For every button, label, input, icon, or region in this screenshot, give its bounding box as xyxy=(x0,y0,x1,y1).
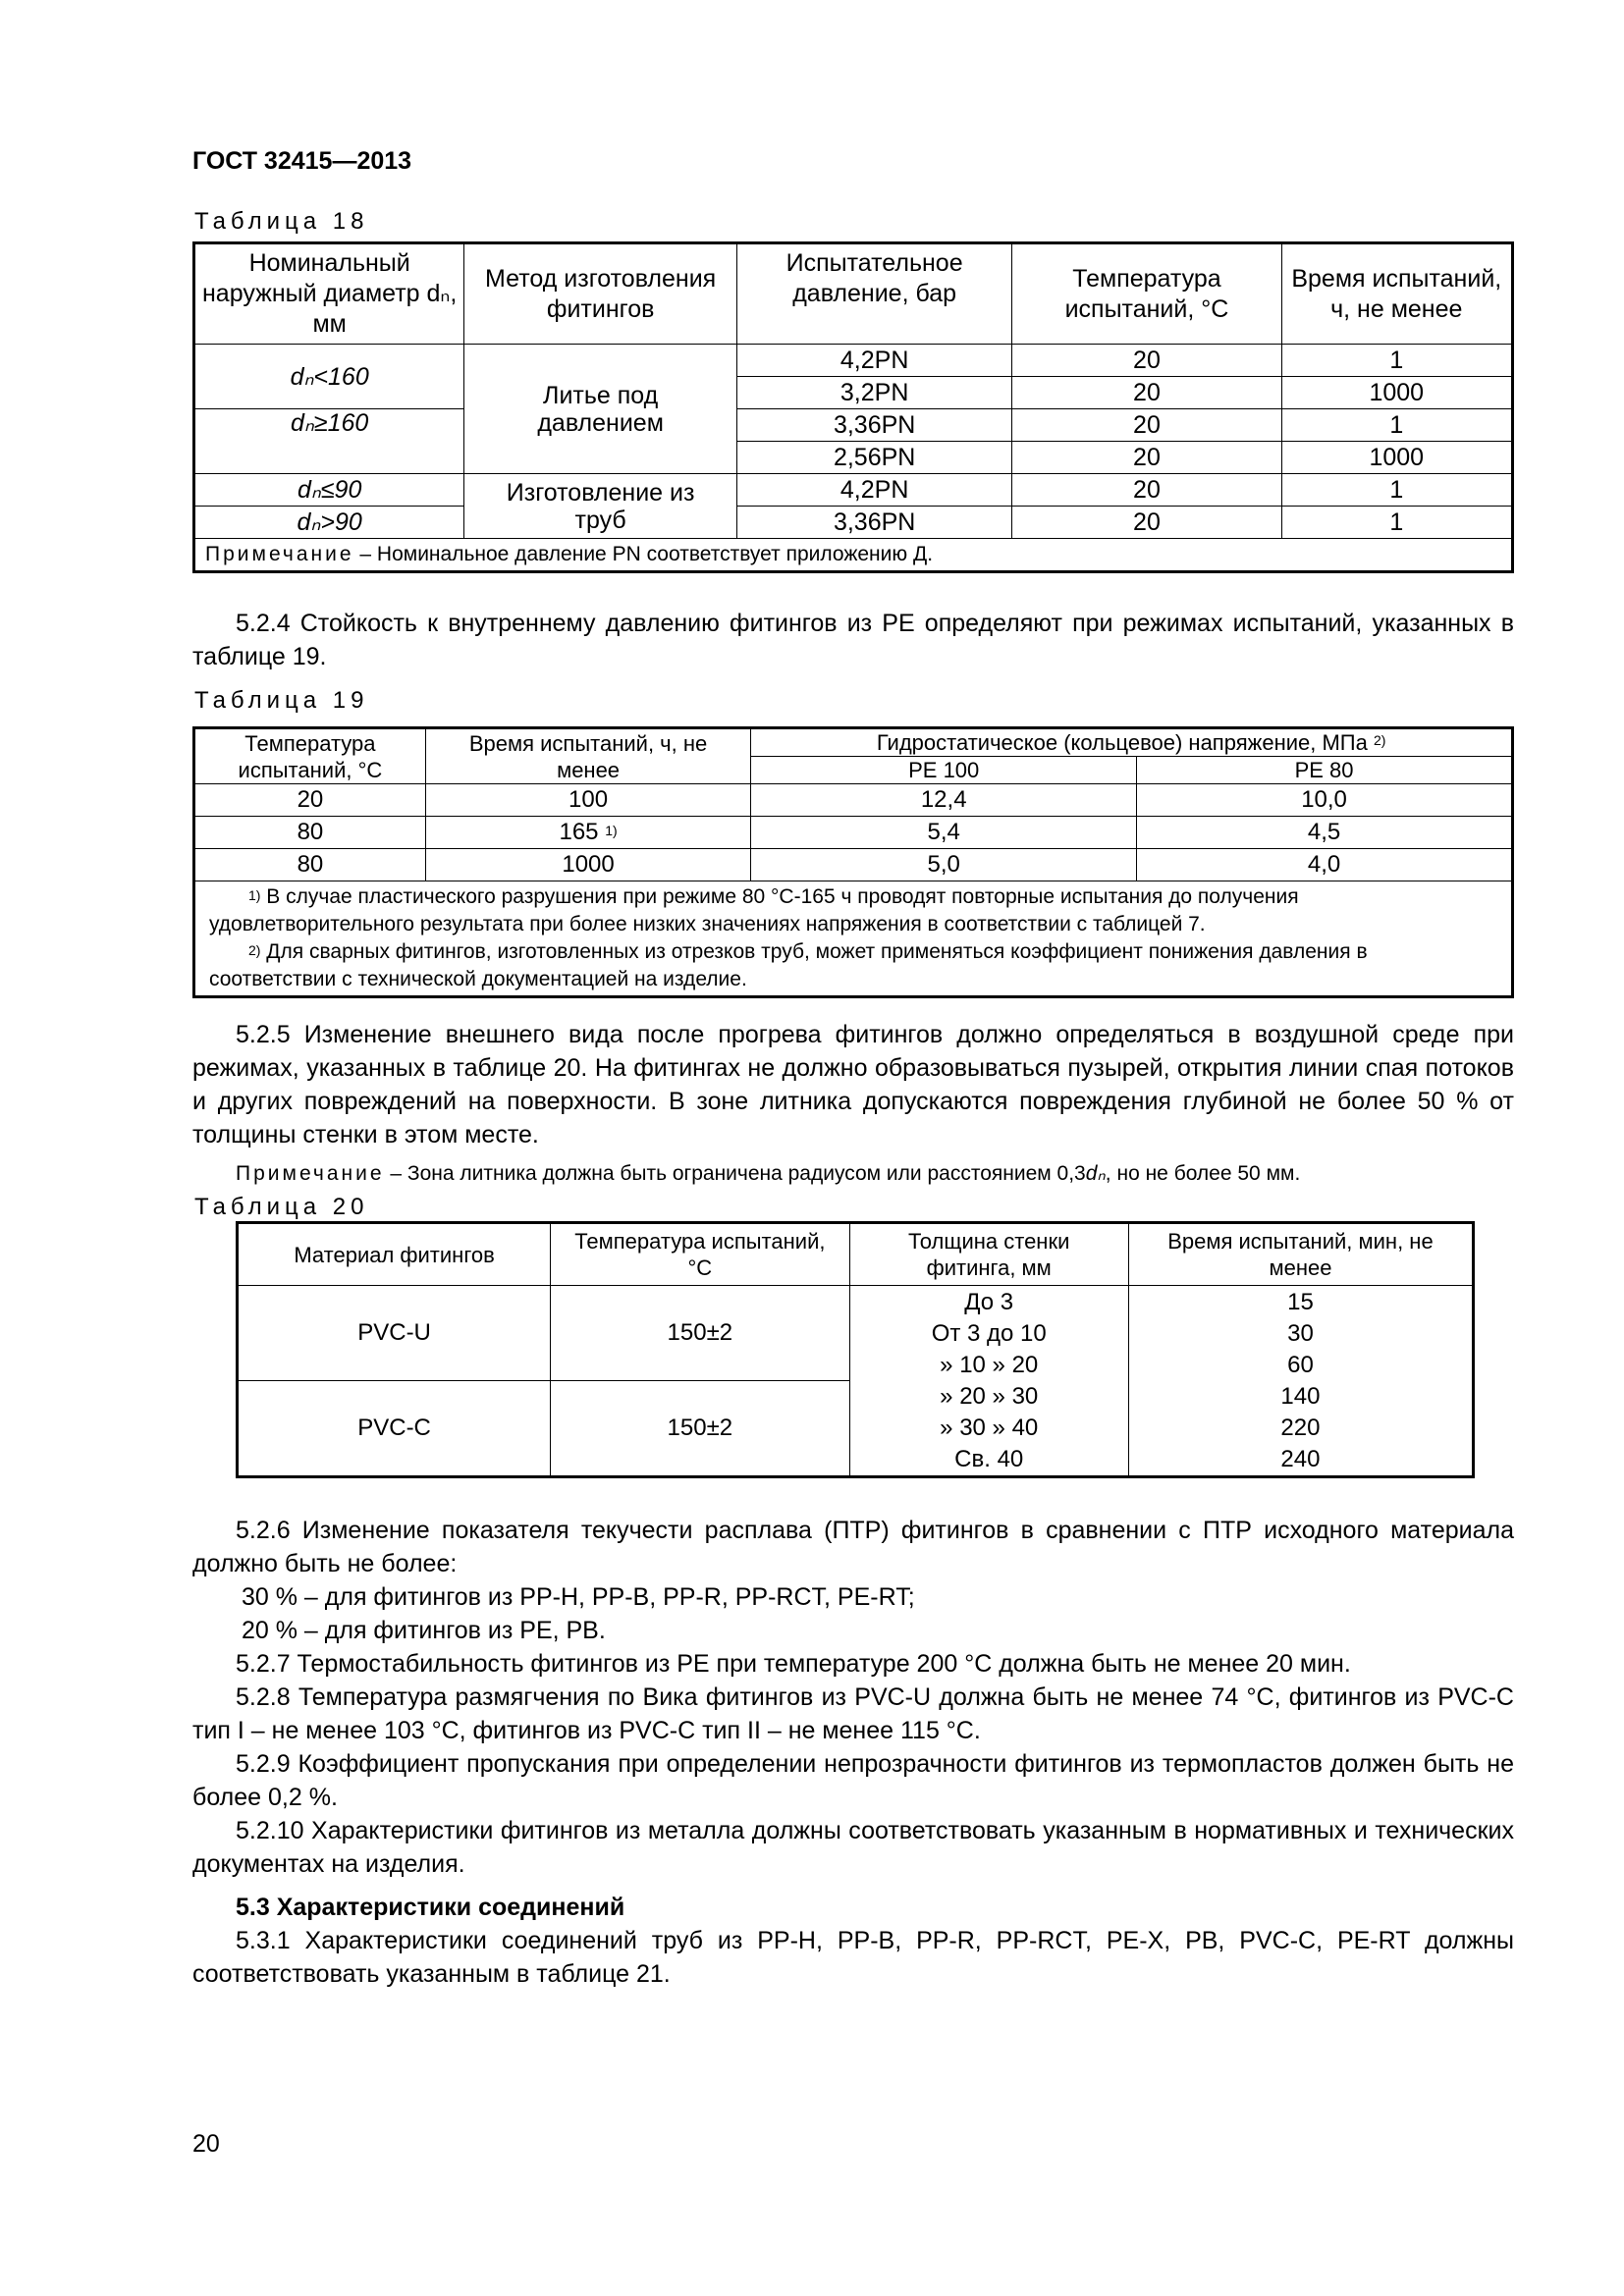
table-cell: До 3 От 3 до 10 » 10 » 20 » 20 » 30 » 30 » 40 Св. 40 xyxy=(849,1286,1128,1477)
table-cell: PVC-C xyxy=(238,1381,551,1477)
paragraph-5-3-1: 5.3.1 Характеристики соединений труб из PP-H, PP-B, PP-R, PP-RCT, PE-X, PB, PVC-C, PE-RT должны соответствовать указанным в таблице 21. xyxy=(192,1927,1514,1988)
table-cell: 2,56PN xyxy=(736,442,1011,474)
table-cell: 150±2 xyxy=(551,1286,849,1381)
table-cell: 20 xyxy=(1012,474,1281,507)
table-header-row xyxy=(194,728,1513,757)
table-footnotes xyxy=(194,881,1513,997)
table-cell: 20 xyxy=(1012,409,1281,442)
header-cell: Гидростатическое (кольцевое) напряжение, МПа $^{2)}$ xyxy=(751,728,1513,757)
table-cell: 5,0 xyxy=(751,849,1137,881)
table-cell: dₙ>90 xyxy=(194,507,464,539)
table-header-row xyxy=(194,243,1513,345)
header-cell: Время испытаний, мин, не менее xyxy=(1128,1223,1473,1286)
table-cell: 1000 xyxy=(1281,442,1512,474)
table-cell: 80 xyxy=(194,817,426,849)
document-header: ГОСТ 32415—2013 xyxy=(192,147,412,175)
table-cell: dₙ≥160 xyxy=(194,409,464,474)
table-cell: 5,4 xyxy=(751,817,1137,849)
header-cell: Материал фитингов xyxy=(238,1223,551,1286)
table-cell: 10,0 xyxy=(1137,784,1513,817)
footnote-1: $^{1)}$ В случае пластического разрушения при режиме 80 °С-165 ч проводят повторные испытания до получения удовлетворительного результата при более низких значениях напряжения в соответствии с таблицей 7. xyxy=(209,885,1299,935)
table-cell: Изготовление из труб xyxy=(464,474,737,539)
table-18 xyxy=(192,241,1514,573)
table-row xyxy=(194,345,1513,377)
table-cell: 4,2PN xyxy=(736,474,1011,507)
table-cell: 20 xyxy=(1012,507,1281,539)
table-cell: 3,2PN xyxy=(736,377,1011,409)
table-cell: dₙ≤90 xyxy=(194,474,464,507)
paragraph-5-2-10: 5.2.10 Характеристики фитингов из металла должны соответствовать указанным в нормативных и технических документах на изделия. xyxy=(192,1817,1514,1878)
table-note-row xyxy=(194,539,1513,572)
table-cell: 12,4 xyxy=(751,784,1137,817)
list-item: 20 % – для фитингов из PE, PB. xyxy=(242,1617,606,1644)
paragraph-5-2-7: 5.2.7 Термостабильность фитингов из PE при температуре 200 °С должна быть не менее 20 мин. xyxy=(236,1650,1351,1678)
table-cell: 4,5 xyxy=(1137,817,1513,849)
table-19-caption: Таблица 19 xyxy=(194,687,369,714)
table-cell: 3,36PN xyxy=(736,409,1011,442)
table-cell: Литье под давлением xyxy=(464,345,737,474)
table-cell: PVC-U xyxy=(238,1286,551,1381)
table-cell: 20 xyxy=(1012,442,1281,474)
table-cell: 1 xyxy=(1281,345,1512,377)
header-cell: PE 80 xyxy=(1137,757,1513,784)
section-heading: 5.3 Характеристики соединений xyxy=(236,1894,625,1921)
paragraph-5-2-4: 5.2.4 Стойкость к внутреннему давлению фитингов из PE определяют при режимах испытаний, указанных в таблице 19. xyxy=(192,610,1514,670)
table-cell: 1 xyxy=(1281,409,1512,442)
paragraph-note: Примечание – Зона литника должна быть ограничена радиусом или расстоянием 0,3dₙ, но не более 50 мм. xyxy=(236,1162,1301,1185)
table-row xyxy=(194,849,1513,881)
table-row xyxy=(194,507,1513,539)
table-row xyxy=(194,784,1513,817)
header-cell: Метод изготовления фитингов xyxy=(464,243,737,345)
table-cell: 15 30 60 140 220 240 xyxy=(1128,1286,1473,1477)
table-cell: 4,0 xyxy=(1137,849,1513,881)
header-cell: Температура испытаний, °С xyxy=(551,1223,849,1286)
header-cell: Температура испытаний, °С xyxy=(1012,243,1281,345)
paragraph-5-2-9: 5.2.9 Коэффициент пропускания при определении непрозрачности фитингов из термопластов должен быть не более 0,2 %. xyxy=(192,1750,1514,1811)
header-cell: Время испытаний, ч, не менее xyxy=(1281,243,1512,345)
table-cell: 80 xyxy=(194,849,426,881)
table-20-caption: Таблица 20 xyxy=(194,1194,369,1220)
table-row xyxy=(194,409,1513,442)
header-cell: Испытательное давление, бар xyxy=(736,243,1011,345)
page-number: 20 xyxy=(192,2130,220,2158)
table-cell: 20 xyxy=(194,784,426,817)
table-cell: 1000 xyxy=(425,849,750,881)
table-footnote-row xyxy=(194,881,1513,997)
document-page xyxy=(192,147,1514,1991)
paragraph-5-2-5: 5.2.5 Изменение внешнего вида после прогрева фитингов должно определяться в воздушной среде при режимах, указанных в таблице 20. На фитингах не должно образовываться пузырей, открытия линии спая потоков и других повреждений на поверхности. В зоне литника допускаются повреждения глубиной не более 50 % от толщины стенки в этом месте. xyxy=(192,1021,1514,1148)
table-row xyxy=(194,474,1513,507)
table-cell: 1 xyxy=(1281,507,1512,539)
table-cell: 1 xyxy=(1281,474,1512,507)
table-cell: 20 xyxy=(1012,345,1281,377)
header-cell: PE 100 xyxy=(751,757,1137,784)
table-cell: 150±2 xyxy=(551,1381,849,1477)
table-18-caption: Таблица 18 xyxy=(194,208,369,235)
footnote-2: $^{2)}$ Для сварных фитингов, изготовленных из отрезков труб, может применяться коэффициент понижения давления в соответствии с технической документацией на изделие. xyxy=(209,940,1368,990)
table-note: Примечание – Номинальное давление PN соответствует приложению Д. xyxy=(194,539,1513,572)
header-cell: Время испытаний, ч, не менее xyxy=(425,728,750,784)
list-item: 30 % – для фитингов из PP-H, PP-B, PP-R, PP-RCT, PE-RT; xyxy=(242,1583,915,1611)
header-cell: Толщина стенки фитинга, мм xyxy=(849,1223,1128,1286)
table-19 xyxy=(192,726,1514,998)
table-cell: dₙ<160 xyxy=(194,345,464,409)
table-20 xyxy=(236,1221,1475,1478)
header-cell: Номинальный наружный диаметр dₙ, мм xyxy=(194,243,464,345)
header-cell: Температура испытаний, °С xyxy=(194,728,426,784)
table-cell: 1000 xyxy=(1281,377,1512,409)
table-header-row xyxy=(238,1223,1474,1286)
table-row xyxy=(194,817,1513,849)
table-cell: 3,36PN xyxy=(736,507,1011,539)
table-cell: 20 xyxy=(1012,377,1281,409)
table-cell: 165 $^{1)}$ xyxy=(425,817,750,849)
paragraph-5-2-8: 5.2.8 Температура размягчения по Вика фитингов из PVC-U должна быть не менее 74 °С, фитингов из PVC-C тип I – не менее 103 °С, фитингов из PVC-C тип II – не менее 115 °С. xyxy=(192,1683,1514,1744)
table-cell: 4,2PN xyxy=(736,345,1011,377)
table-row xyxy=(238,1286,1474,1381)
paragraph-5-2-6: 5.2.6 Изменение показателя текучести расплава (ПТР) фитингов в сравнении с ПТР исходного материала должно быть не более: xyxy=(192,1517,1514,1577)
table-cell: 100 xyxy=(425,784,750,817)
